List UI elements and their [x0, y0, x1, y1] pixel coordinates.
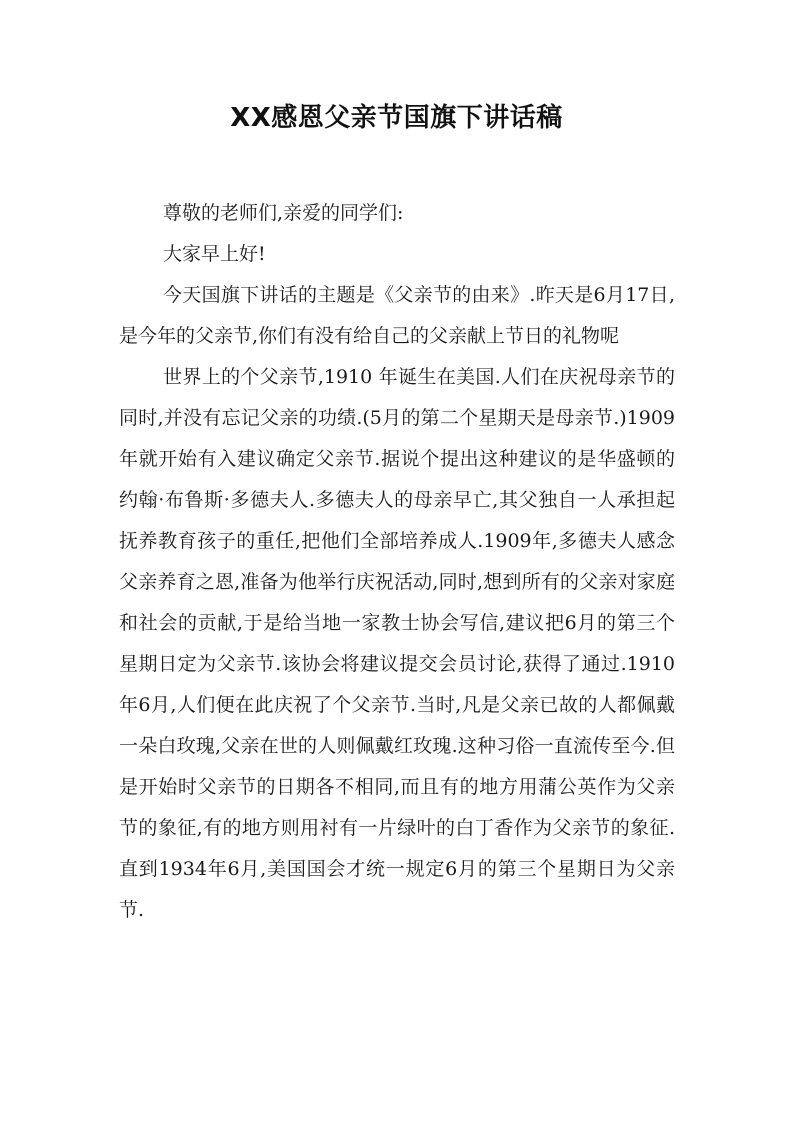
salutation-paragraph: 尊敬的老师们,亲爱的同学们: [163, 202, 404, 224]
topic-paragraph: 今天国旗下讲话的主题是《父亲节的由来》.昨天是6月17日,是今年的父亲节,你们有没有给自己的父亲献上节日的礼物呢 [119, 284, 675, 347]
history-paragraph: 世界上的个父亲节,1910 年诞生在美国.人们在庆祝母亲节的同时,并没有忘记父亲的功绩.(5月的第二个星期天是母亲节.)1909年就开始有入建议确定父亲节.据说个提出这种建议的是华盛顿的约翰·布鲁斯·多德夫人.多德夫人的母亲早亡,其父独自一人承担起抚养教育孩子的重任,把他们全部培养成人.1909年,多德夫人感念父亲养育之恩,准备为他举行庆祝活动,同时,想到所有的父亲对家庭和社会的贡献,于是给当地一家教士协会写信,建议把6月的第三个星期日定为父亲节.该协会将建议提交会员讨论,获得了通过.1910年6月,人们便在此庆祝了个父亲节.当时,凡是父亲已故的人都佩戴一朵白玫瑰,父亲在世的人则佩戴红玫瑰.这种习俗一直流传至今.但是开始时父亲节的日期各不相同,而且有的地方用蒲公英作为父亲节的象征,有的地方则用衬有一片绿叶的白丁香作为父亲节的象征.直到1934年6月,美国国会才统一规定6月的第三个星期日为父亲节. [119, 366, 675, 921]
document-body [119, 193, 675, 931]
document-title: XX感恩父亲节国旗下讲话稿 [230, 103, 563, 133]
greeting-paragraph: 大家早上好! [163, 243, 266, 265]
